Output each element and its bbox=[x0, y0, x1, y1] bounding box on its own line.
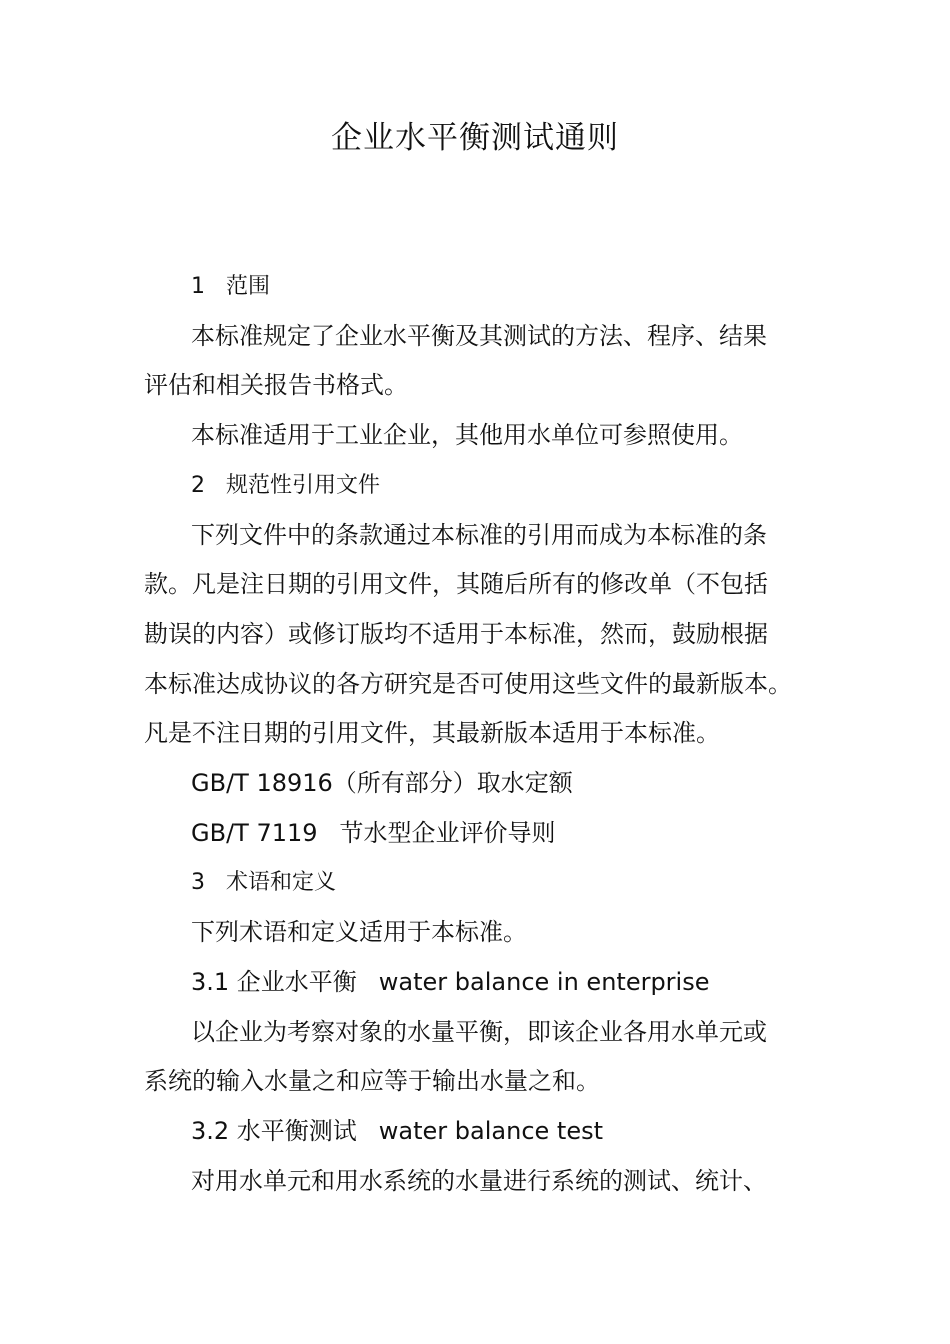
paragraph-line: 系统的输入水量之和应等于输出水量之和。 bbox=[144, 1067, 600, 1096]
paragraph-line: 本标准规定了企业水平衡及其测试的方法、程序、结果 bbox=[191, 321, 767, 350]
reference-item bbox=[144, 809, 784, 859]
section-heading-scope bbox=[144, 262, 784, 312]
term-heading bbox=[144, 1107, 784, 1157]
term-cn: 3.1 企业水平衡 bbox=[191, 967, 357, 996]
paragraph-line: 下列文件中的条款通过本标准的引用而成为本标准的条 bbox=[191, 520, 767, 549]
term-en: water balance in enterprise bbox=[378, 967, 710, 996]
paragraph-line: 本标准适用于工业企业，其他用水单位可参照使用。 bbox=[191, 421, 743, 450]
paragraph-line: 以企业为考察对象的水量平衡，即该企业各用水单元或 bbox=[191, 1017, 767, 1046]
paragraph-line: 款。凡是注日期的引用文件，其随后所有的修改单（不包括 bbox=[144, 570, 768, 599]
paragraph-line: 勘误的内容）或修订版均不适用于本标准，然而，鼓励根据 bbox=[144, 619, 768, 648]
paragraph-line: 下列术语和定义适用于本标准。 bbox=[191, 918, 527, 947]
section-heading-normative-references bbox=[144, 461, 784, 511]
document-body bbox=[144, 262, 792, 1206]
section-title: 术语和定义 bbox=[226, 870, 337, 896]
section-title: 范围 bbox=[226, 274, 271, 299]
term-en: water balance test bbox=[378, 1116, 604, 1145]
section-number: 2 bbox=[191, 472, 205, 498]
section-title: 规范性引用文件 bbox=[226, 472, 381, 498]
paragraph-line: 凡是不注日期的引用文件，其最新版本适用于本标准。 bbox=[144, 719, 720, 748]
section-number: 3 bbox=[191, 870, 205, 896]
term-cn: 3.2 水平衡测试 bbox=[191, 1116, 357, 1145]
paragraph-line: 本标准达成协议的各方研究是否可使用这些文件的最新版本。 bbox=[144, 669, 792, 698]
paragraph-line: 评估和相关报告书格式。 bbox=[144, 371, 408, 400]
paragraph-line: 对用水单元和用水系统的水量进行系统的测试、统计、 bbox=[191, 1166, 767, 1195]
term-heading bbox=[144, 958, 784, 1008]
reference-title: 节水型企业评价导则 bbox=[339, 818, 556, 847]
reference-item: GB/T 18916（所有部分）取水定额 bbox=[191, 769, 573, 798]
document-title: 企业水平衡测试通则 bbox=[331, 120, 619, 156]
reference-code: GB/T 7119 bbox=[191, 818, 318, 847]
section-number: 1 bbox=[191, 274, 205, 299]
section-heading-terms bbox=[144, 858, 784, 908]
